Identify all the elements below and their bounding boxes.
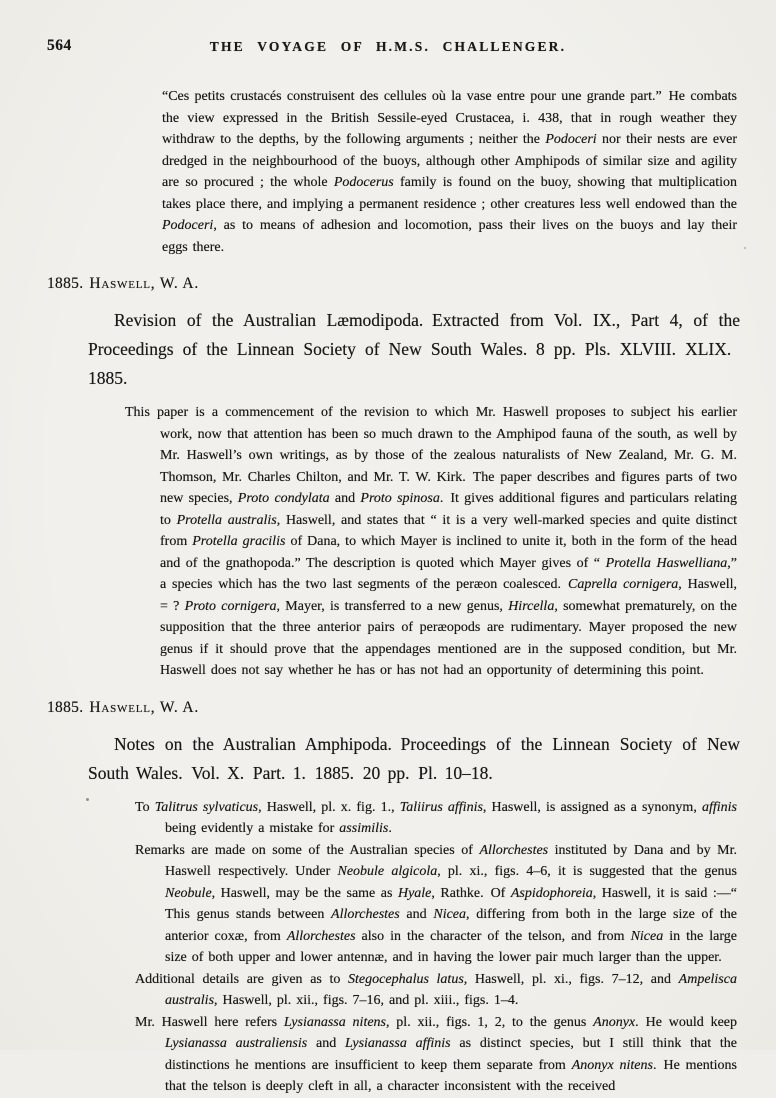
note-paragraph: Additional details are given as to Stegocephalus latus, Haswell, pl. xi., figs. 7–12, and Ampelisca australis, Haswell, pl. xii., figs. 7–16, and pl. xiii., figs. 1–4.: [135, 971, 737, 1008]
entry-author: Haswell, W. A.: [89, 698, 200, 716]
note-paragraph: To Talitrus sylvaticus, Haswell, pl. x. fig. 1., Taliirus affinis, Haswell, is assigned as a synonym, affinis being evidently a mistake for assimilis.: [135, 799, 737, 836]
entry-year: 1885.: [47, 275, 84, 292]
ink-speck: [744, 247, 746, 249]
entry-notes: [0, 797, 776, 1098]
note-paragraph: This paper is a commencement of the revision to which Mr. Haswell proposes to subject his earlier work, now that attention has been so much drawn to the Amphipod fauna of the south, as well by Mr. Haswell’s own writings, as by those of the zealous naturalists of New Zealand, Mr. G. M. Thomson, Mr. Charles Chilton, and Mr. T. W. Kirk. The paper describes and figures parts of two new species, Proto condylata and Proto spinosa. It gives additional figures and particulars relating to Protella australis, Haswell, and states that “ it is a very well-marked species and quite distinct from Protella gracilis of Dana, to which Mayer is inclined to unite it, both in the form of the head and of the gnathopoda.” The description is quoted which Mayer gives of “ Protella Haswelliana,” a species which has the two last segments of the peræon coalesced. Caprella cornigera, Haswell, = ? Proto cornigera, Mayer, is transferred to a new genus, Hircella, somewhat prematurely, on the supposition that the three anterior pairs of peræopods are rudimentary. Mayer proposed the new genus if it should prove that the appendages mentioned are in the supposed condition, but Mr. Haswell does not say whether he has or has not had an opportunity of determining this point.: [125, 405, 738, 678]
entry-heading: [47, 699, 776, 717]
entry-title: Revision of the Australian Læmodipoda. Extracted from Vol. IX., Part 4, of the Proceedings of the Linnean Society of New South Wales. 8 pp. Pls. XLVIII. XLIX. 1885.: [88, 310, 740, 388]
ink-speck: [86, 798, 89, 801]
entry-notes: [0, 402, 776, 682]
page-content: [0, 82, 776, 1098]
page-number: 564: [47, 37, 72, 54]
note-paragraph: Mr. Haswell here refers Lysianassa nitens, pl. xii., figs. 1, 2, to the genus Anonyx. He would keep Lysianassa australiensis and Lysianassa affinis as distinct species, but I still think that the distinctions he mentions are insufficient to keep them separate from Anonyx nitens. He mentions that the telson is deeply cleft in all, a character inconsistent with the received: [135, 1014, 738, 1094]
entry-heading: [47, 275, 776, 293]
bibliography-entry-1: [0, 275, 776, 682]
note-paragraph: Remarks are made on some of the Australian species of Allorchestes instituted by Dana and by Mr. Haswell respectively. Under Neobule algicola, pl. xi., figs. 4–6, it is suggested that the genus Neobule, Haswell, may be the same as Hyale, Rathke. Of Aspidophoreia, Haswell, it is said :—“ This genus stands between Allorchestes and Nicea, differing from both in the large size of the anterior coxæ, from Allorchestes also in the character of the telson, and from Nicea in the large size of both upper and lower antennæ, and in having the lower pair much larger than the upper.: [135, 842, 738, 965]
entry-title: Notes on the Australian Amphipoda. Proceedings of the Linnean Society of New South Wales. Vol. X. Part. 1. 1885. 20 pp. Pl. 10–18.: [88, 733, 740, 783]
entry-year: 1885.: [47, 698, 84, 716]
entry-author: Haswell, W. A.: [89, 275, 200, 292]
intro-quote-paragraph: “Ces petits crustacés construisent des cellules où la vase entre pour une grande part.” He combats the view expressed in the British Sessile-eyed Crustacea, i. 438, that in rough weather they withdraw to the depths, by the following arguments ; neither the Podoceri nor their nests are ever dredged in the neighbourhood of the buoys, although other Amphipods of similar size and agility are so procured ; the whole Podocerus family is found on the buoy, showing that multiplication takes place there, and implying a permanent residence ; other creatures less well endowed than the Podoceri, as to means of adhesion and locomotion, pass their lives on the buoys and lay their eggs there.: [162, 89, 738, 255]
bibliography-entry-2: [0, 699, 776, 1098]
running-title: THE VOYAGE OF H.M.S. CHALLENGER.: [209, 39, 567, 54]
